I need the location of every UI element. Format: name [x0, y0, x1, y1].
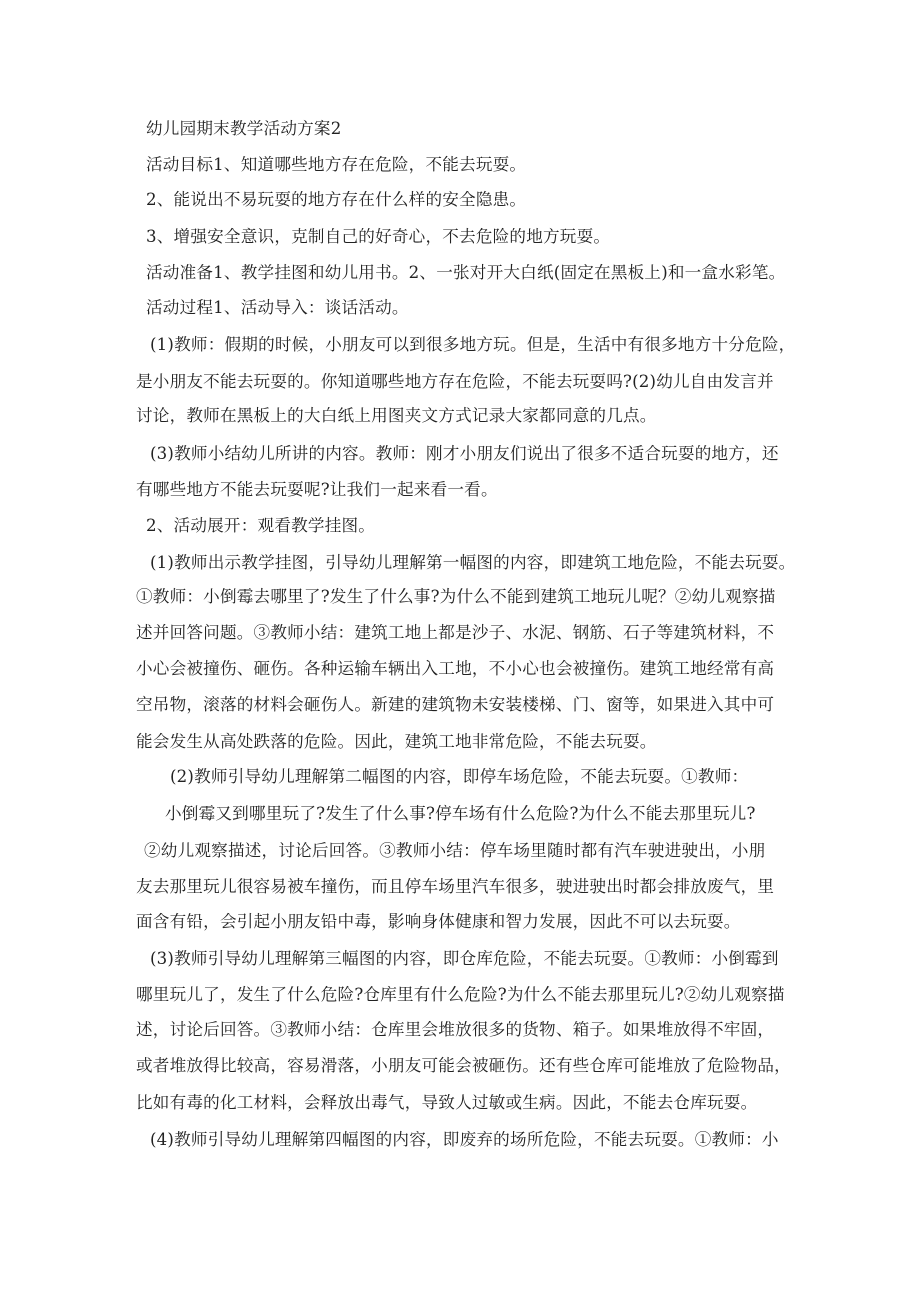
doc-line: 或者堆放得比较高，容易滑落，小朋友可能会被砸伤。还有些仓库可能堆放了危险物品， [136, 1056, 791, 1075]
doc-line: 小倒霉又到哪里玩了?发生了什么事?停车场有什么危险?为什么不能去那里玩儿? [165, 804, 756, 823]
doc-line: 活动过程1、活动导入：谈话活动。 [146, 298, 409, 317]
doc-line: 是小朋友不能去玩耍的。你知道哪些地方存在危险，不能去玩耍吗?(2)幼儿自由发言并 [136, 372, 774, 391]
doc-line: 空吊物，滚落的材料会砸伤人。新建的建筑物未安装楼梯、门、窗等，如果进入其中可 [136, 695, 775, 714]
doc-line: 3、增强安全意识，克制自己的好奇心，不去危险的地方玩耍。 [146, 227, 611, 246]
doc-line: (1)教师出示教学挂图，引导幼儿理解第一幅图的内容，即建筑工地危险，不能去玩耍。 [150, 553, 796, 572]
doc-line: (3)教师小结幼儿所讲的内容。教师：刚才小朋友们说出了很多不适合玩耍的地方，还 [150, 444, 779, 463]
doc-title: 幼儿园期末教学活动方案2 [146, 119, 342, 138]
doc-line: (2)教师引导幼儿理解第二幅图的内容，即停车场危险，不能去玩耍。①教师： [170, 767, 749, 786]
doc-line: 述并回答问题。③教师小结：建筑工地上都是沙子、水泥、钢筋、石子等建筑材料，不 [136, 623, 775, 642]
doc-line: 活动准备1、教学挂图和幼儿用书。2、一张对开大白纸(固定在黑板上)和一盒水彩笔。 [146, 263, 786, 282]
doc-line: 讨论，教师在黑板上的大白纸上用图夹文方式记录大家都同意的几点。 [136, 406, 657, 425]
doc-line: 友去那里玩儿很容易被车撞伤，而且停车场里汽车很多，驶进驶出时都会排放废气，里 [136, 877, 775, 896]
doc-line: 面含有铅，会引起小朋友铅中毒，影响身体健康和智力发展，因此不可以去玩耍。 [136, 912, 741, 931]
doc-line: 比如有毒的化工材料，会释放出毒气，导致人过敏或生病。因此，不能去仓库玩耍。 [136, 1093, 758, 1112]
doc-line: 2、能说出不易玩耍的地方存在什么样的安全隐患。 [146, 190, 527, 209]
doc-line: (1)教师：假期的时候，小朋友可以到很多地方玩。但是，生活中有很多地方十分危险， [150, 335, 796, 354]
doc-line: (3)教师引导幼儿理解第三幅图的内容，即仓库危险，不能去玩耍。①教师：小倒霉到 [150, 949, 779, 968]
doc-line: ①教师：小倒霉去哪里了?发生了什么事?为什么不能到建筑工地玩儿呢？②幼儿观察描 [136, 587, 776, 606]
doc-line: 小心会被撞伤、砸伤。各种运输车辆出入工地，不小心也会被撞伤。建筑工地经常有高 [136, 659, 775, 678]
doc-line: ②幼儿观察描述，讨论后回答。③教师小结：停车场里随时都有汽车驶进驶出，小朋 [144, 841, 766, 860]
doc-line: 述，讨论后回答。③教师小结：仓库里会堆放很多的货物、箱子。如果堆放得不牢固， [136, 1020, 775, 1039]
doc-line: (4)教师引导幼儿理解第四幅图的内容，即废弃的场所危险，不能去玩耍。①教师：小 [150, 1130, 779, 1149]
doc-line: 有哪些地方不能去玩耍呢?让我们一起来看一看。 [136, 480, 498, 499]
doc-line: 活动目标1、知道哪些地方存在危险，不能去玩耍。 [146, 155, 527, 174]
doc-line: 哪里玩儿了，发生了什么危险?仓库里有什么危险?为什么不能去那里玩儿?②幼儿观察描 [136, 985, 785, 1004]
doc-line: 2、活动展开：观看教学挂图。 [146, 516, 376, 535]
doc-line: 能会发生从高处跌落的危险。因此，建筑工地非常危险，不能去玩耍。 [136, 732, 657, 751]
